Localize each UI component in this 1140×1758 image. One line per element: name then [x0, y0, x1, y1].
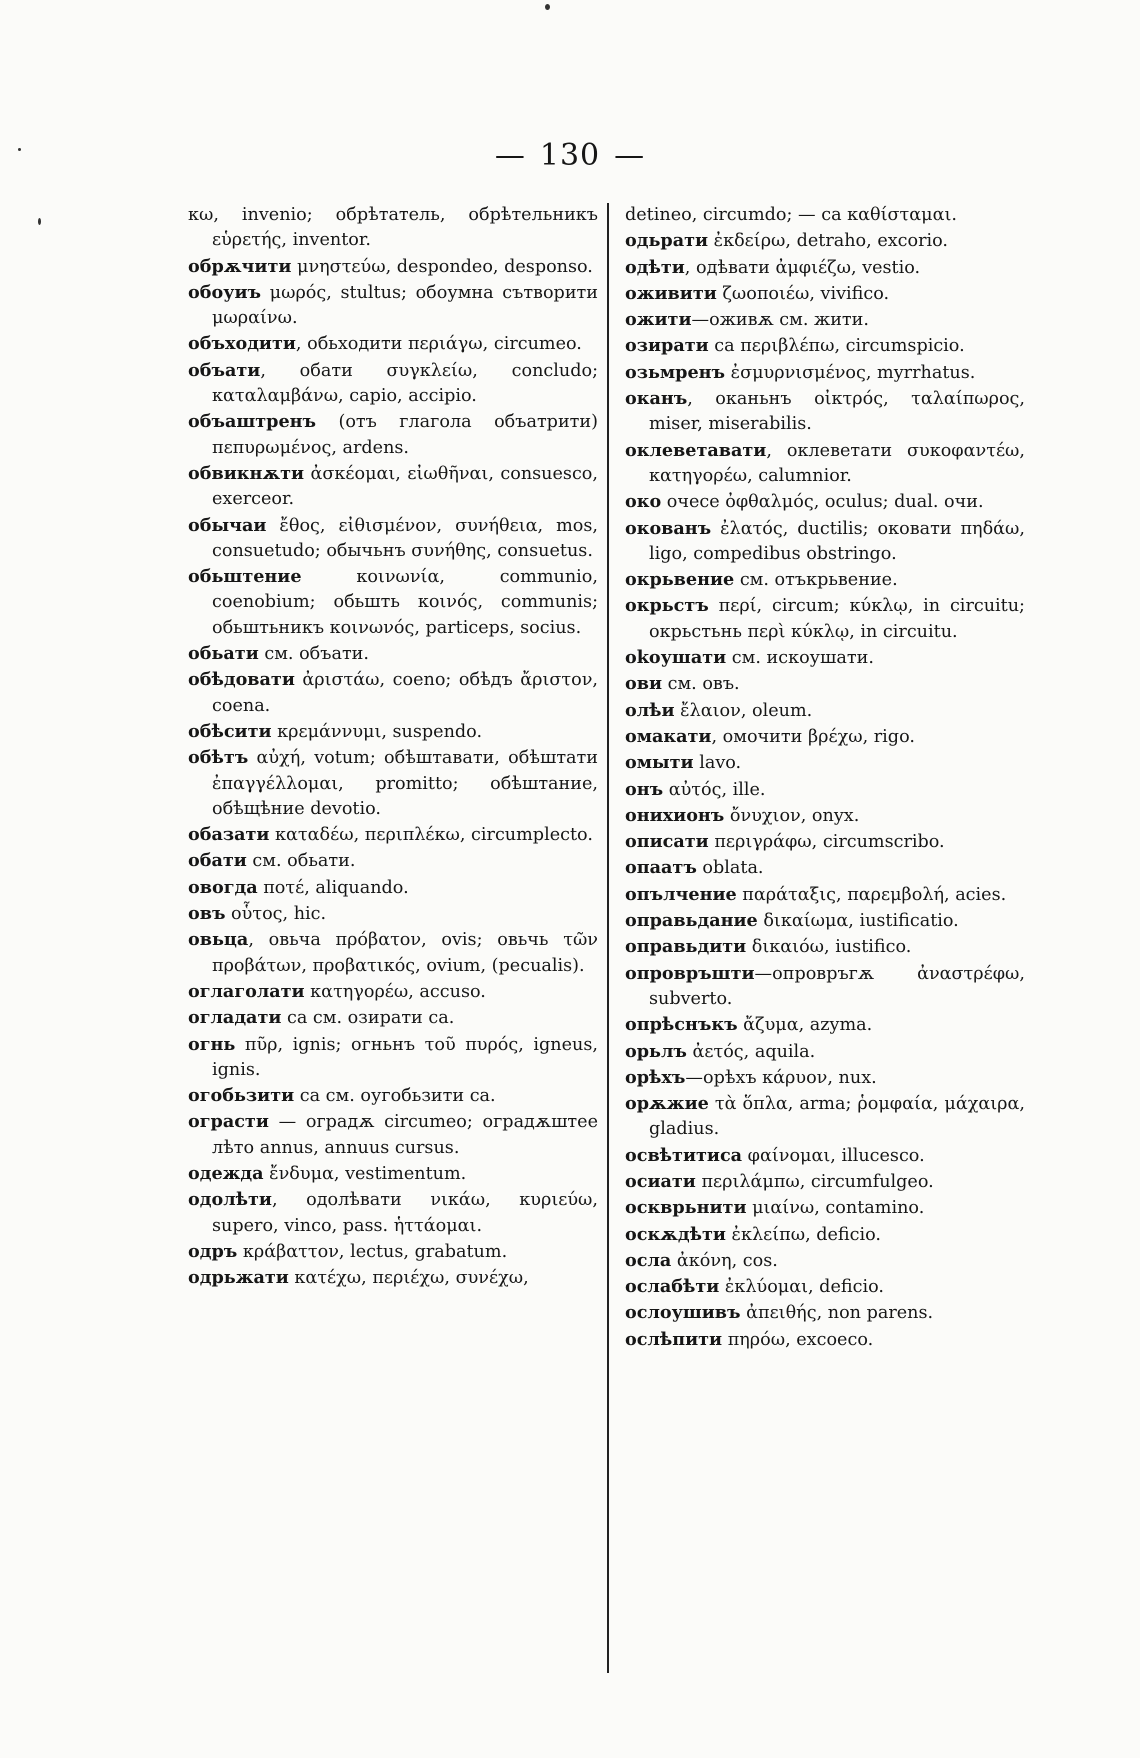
entry-headword: обьати: [188, 643, 259, 665]
dictionary-entry: [188, 1083, 598, 1109]
page-number-value: 130: [539, 138, 601, 173]
entry-headword: оправьдити: [625, 936, 747, 958]
entry-definition: ἄζυμα, azyma.: [737, 1015, 873, 1036]
entry-definition: αὐτός, ille.: [663, 779, 766, 800]
page-number: [0, 138, 1140, 173]
entry-headword: ови: [625, 673, 663, 695]
dictionary-entry: [188, 745, 598, 822]
entry-definition: τὰ ὅπλα, arma; ῥομφαία, μάχαιρα, gladius.: [649, 1094, 1025, 1140]
dictionary-entry: [625, 855, 1025, 881]
dictionary-entry: [188, 409, 598, 461]
entry-headword: оклеветавати: [625, 439, 767, 461]
dictionary-entry: [625, 1300, 1025, 1326]
dictionary-entry: [188, 254, 598, 280]
dictionary-entry: [625, 1222, 1025, 1248]
entry-definition: , одѣвати ἀμφιέζω, vestio.: [684, 257, 921, 278]
entry-definition: ἀετός, aquila.: [686, 1041, 816, 1062]
entry-headword: онъ: [625, 778, 664, 800]
dictionary-entry: [625, 750, 1025, 776]
entry-definition: ἀπειθής, non parens.: [740, 1303, 934, 1324]
entry-headword: оглаголати: [188, 980, 305, 1002]
entry-headword: опровръшти: [625, 962, 755, 984]
entry-headword: одежда: [188, 1162, 264, 1184]
entry-headword: объати: [188, 359, 261, 381]
entry-definition: δικαιόω, iustifico.: [746, 937, 912, 958]
entry-definition: , оклеветати συκοφαντέω, κατηγορέω, calumnior.: [649, 440, 1025, 486]
entry-headword: обѣдовати: [188, 669, 295, 691]
dictionary-entry: [188, 641, 598, 667]
entry-headword: освѣтитиса: [625, 1144, 743, 1166]
entry-definition: см. овъ.: [662, 674, 740, 695]
dictionary-entry: [188, 667, 598, 719]
dictionary-entry: [625, 567, 1025, 593]
dictionary-entry: [625, 1143, 1025, 1169]
entry-definition: са см. озирати са.: [281, 1008, 455, 1029]
entry-headword: озьмренъ: [625, 361, 726, 383]
entry-definition: κατηγορέω, accuso.: [304, 981, 486, 1002]
entry-headword: одолѣти: [188, 1189, 272, 1211]
entry-definition: αὐχή, votum; обѣштавати, обѣштати ἐπαγγέλλομαι, promitto; обѣштание, обѣщѣние devotio.: [212, 748, 598, 819]
entry-headword: одѣти: [625, 256, 685, 278]
entry-definition: , омочити βρέχω, rigo.: [711, 726, 915, 747]
dictionary-entry: [625, 724, 1025, 750]
dictionary-entry: [625, 908, 1025, 934]
entry-headword: оканъ: [625, 388, 688, 410]
dictionary-entry: [625, 829, 1025, 855]
dictionary-entry: [188, 1187, 598, 1239]
entry-headword: обрѫчити: [188, 255, 292, 277]
entry-headword: огнь: [188, 1033, 236, 1055]
entry-headword: овогда: [188, 876, 258, 898]
entry-definition: μιαίνω, contamino.: [746, 1198, 925, 1219]
entry-definition: , обьходити περιάγω, circumeo.: [295, 334, 582, 355]
entry-headword: ограсти: [188, 1111, 269, 1133]
entry-definition: ποτέ, aliquando.: [257, 877, 409, 898]
entry-headword: орѣхъ: [625, 1066, 686, 1088]
entry-headword: орѫжие: [625, 1093, 709, 1115]
dictionary-entry: [625, 360, 1025, 386]
entry-headword: объаштренъ: [188, 411, 317, 433]
entry-definition: очесе ὀφθαλμός, oculus; dual. очи.: [661, 492, 984, 513]
entry-definition: см. обьати.: [246, 851, 356, 872]
page-number-dash-right: —: [614, 138, 646, 173]
entry-headword: олѣи: [625, 699, 675, 721]
dictionary-entry: [625, 1195, 1025, 1221]
entry-definition: lavo.: [693, 753, 742, 774]
dictionary-entry: [625, 1091, 1025, 1143]
dictionary-entry: [625, 698, 1025, 724]
entry-headword: опаатъ: [625, 857, 697, 879]
print-speck: [18, 148, 21, 151]
entry-headword: одръ: [188, 1240, 238, 1262]
entry-headword: осла: [625, 1249, 672, 1271]
entry-headword: омыти: [625, 752, 694, 774]
entry-definition: κοινωνία, communio, coenobium; обьшть κοινός, communis; обьштьникъ κοινωνός, particeps, socius.: [212, 567, 598, 638]
entry-definition: , одолѣвати νικάω, κυριεύω, supero, vinco, pass. ἡττάομαι.: [212, 1190, 598, 1236]
entry-definition: ἐκλείπω, deficio.: [725, 1224, 882, 1245]
dictionary-entry: [625, 255, 1025, 281]
dictionary-entry: [625, 1248, 1025, 1274]
entry-headword: ослоушивъ: [625, 1302, 741, 1324]
dictionary-entry: [625, 1274, 1025, 1300]
entry-definition: ἔλαιον, oleum.: [674, 700, 813, 721]
entry-definition: πηρόω, excoeco.: [722, 1329, 874, 1350]
entry-headword: одьрати: [625, 230, 709, 252]
entry-definition: —опровръгѫ ἀναστρέφω, subverto.: [649, 963, 1025, 1009]
dictionary-entry: [625, 777, 1025, 803]
dictionary-entry: [625, 882, 1025, 908]
dictionary-entry: [625, 1327, 1025, 1353]
entry-definition: ἔνδυμα, vestimentum.: [263, 1163, 467, 1184]
entry-headword: ослабѣти: [625, 1276, 720, 1298]
dictionary-entry: [188, 358, 598, 410]
column-divider: [607, 203, 609, 1673]
dictionary-entry: [188, 280, 598, 332]
entry-headword: огладати: [188, 1007, 282, 1029]
entry-definition: —оживѫ см. жити.: [691, 310, 869, 331]
entry-headword: око: [625, 491, 662, 513]
entry-headword: осиати: [625, 1170, 696, 1192]
entry-headword: омакати: [625, 725, 712, 747]
dictionary-entry: [625, 803, 1025, 829]
entry-headword: онихионъ: [625, 804, 725, 826]
dictionary-entry: [625, 386, 1025, 438]
entry-definition: οὗτος, hic.: [225, 904, 327, 925]
entry-definition: μνηστεύω, despondeo, desponso.: [291, 256, 593, 277]
entry-definition: ἐσμυρνισμένος, myrrhatus.: [725, 362, 976, 383]
print-speck: [545, 4, 550, 10]
entry-definition: , овьча πρόβατον, ovis; овьчь τῶν προβάτων, προβατικός, ovium, (pecualis).: [212, 930, 598, 976]
entry-definition: παράταξις, παρεμβολή, acies.: [736, 884, 1007, 905]
entry-headword: объходити: [188, 333, 296, 355]
entry-definition: — оградѫ circumeo; оградѫштее лѣто annus, annuus cursus.: [212, 1112, 598, 1158]
entry-headword: орьлъ: [625, 1040, 687, 1062]
dictionary-entry: [625, 961, 1025, 1013]
entry-definition: περιγράφω, circumscribo.: [708, 832, 945, 853]
entry-definition: ζωοποιέω, vivifico.: [716, 283, 890, 304]
dictionary-entry: [625, 516, 1025, 568]
entry-headword: обѣтъ: [188, 747, 249, 769]
dictionary-entry: [625, 438, 1025, 490]
entry-definition: κρεμάννυμι, suspendo.: [271, 721, 483, 742]
dictionary-entry: [188, 822, 598, 848]
entry-headword: огобьзити: [188, 1085, 295, 1107]
dictionary-entry: [188, 901, 598, 927]
entry-headword: овъ: [188, 903, 226, 925]
dictionary-entry: [188, 331, 598, 357]
entry-headword: обати: [188, 850, 247, 872]
entry-headword: обычаи: [188, 514, 267, 536]
entry-headword: одрьжати: [188, 1267, 289, 1289]
entry-headword: оправьдание: [625, 910, 758, 932]
entry-definition: , оканьнъ οἰκτρός, ταλαίπωρος, miser, miserabilis.: [649, 389, 1025, 435]
entry-headword: оскврьнити: [625, 1197, 747, 1219]
entry-definition: μωρός, stultus; обоумна сътворити μωραίνω.: [212, 282, 598, 329]
dictionary-entry: [188, 979, 598, 1005]
dictionary-entry: [188, 203, 598, 254]
dictionary-entry: [188, 461, 598, 513]
print-speck: [38, 218, 41, 225]
entry-headword: окрьстъ: [625, 595, 709, 617]
entry-headword: ослѣпити: [625, 1328, 723, 1350]
right-column: [625, 203, 1025, 1353]
entry-definition: καταδέω, περιπλέκω, circumplecto.: [269, 825, 593, 846]
entry-headword: окованъ: [625, 517, 712, 539]
dictionary-entry: [188, 513, 598, 565]
entry-definition: detineo, circumdo; — са καθίσταμαι.: [625, 205, 957, 225]
entry-definition: см. объати.: [258, 644, 370, 665]
entry-definition: са см. оугобьзити са.: [294, 1086, 496, 1107]
dictionary-entry: [188, 875, 598, 901]
entry-headword: обазати: [188, 824, 270, 846]
dictionary-entry: [188, 1265, 598, 1291]
entry-definition: —орѣхъ κάρυον, nux.: [685, 1067, 877, 1088]
entry-definition: , обати συγκλείω, concludo; καταλαμβάνω, capio, accipio.: [212, 360, 598, 407]
dictionary-entry: [188, 1032, 598, 1084]
entry-definition: ὄνυχιον, onyx.: [724, 805, 860, 826]
entry-definition: см. искоушати.: [726, 648, 874, 669]
entry-definition: ἀκόνη, cos.: [671, 1250, 778, 1271]
entry-definition: (отъ глагола объатрити) πεπυρωμένος, ardens.: [212, 412, 598, 458]
entry-definition: ἐκλύομαι, deficio.: [719, 1277, 884, 1298]
entry-headword: оkоушати: [625, 647, 727, 669]
left-column: [188, 203, 598, 1291]
dictionary-entry: [188, 1161, 598, 1187]
entry-definition: см. отъкрьвение.: [734, 570, 898, 591]
entry-definition: περί, circum; κύκλῳ, in circuitu; окрьстьнь περὶ κύκλῳ, in circuitu.: [649, 596, 1025, 642]
entry-definition: ἐκδείρω, detraho, excorio.: [708, 231, 949, 252]
entry-definition: πῦρ, ignis; огньнъ τοῦ πυρός, igneus, ignis.: [212, 1034, 598, 1080]
dictionary-entry: [625, 281, 1025, 307]
dictionary-entry: [625, 1039, 1025, 1065]
entry-definition: ἐλατός, ductilis; оковати πηδάω, ligo, compedibus obstringo.: [649, 518, 1025, 564]
dictionary-entry: [188, 848, 598, 874]
dictionary-entry: [625, 228, 1025, 254]
entry-definition: κατέχω, περιέχω, συνέχω,: [288, 1268, 529, 1289]
dictionary-entry: [625, 671, 1025, 697]
dictionary-entry: [188, 1109, 598, 1161]
entry-headword: обвикнѫти: [188, 462, 305, 484]
dictionary-entry: [625, 1169, 1025, 1195]
dictionary-entry: [188, 927, 598, 979]
dictionary-entry: [625, 489, 1025, 515]
dictionary-entry: [625, 934, 1025, 960]
dictionary-entry: [625, 333, 1025, 359]
dictionary-entry: [625, 645, 1025, 671]
entry-definition: κράβαττον, lectus, grabatum.: [237, 1241, 508, 1262]
dictionary-entry: [188, 719, 598, 745]
entry-definition: oblata.: [696, 858, 764, 879]
entry-headword: обьштение: [188, 566, 302, 588]
entry-definition: ἔθος, εἰθισμένον, συνήθεια, mos, consuetudo; обычьнъ συνήθης, consuetus.: [212, 515, 598, 561]
entry-definition: περιλάμπω, circumfulgeo.: [695, 1171, 934, 1192]
entry-headword: обоуиъ: [188, 281, 262, 303]
entry-headword: овьца: [188, 929, 249, 951]
entry-definition: кω, invenio; обрѣтатель, обрѣтельникъ εὑρετής, inventor.: [188, 205, 598, 251]
dictionary-entry: [188, 564, 598, 641]
entry-headword: оживити: [625, 282, 717, 304]
entry-headword: оскѫдѣти: [625, 1223, 726, 1245]
entry-definition: са περιβλέπω, circumspicio.: [708, 336, 965, 357]
dictionary-entry: [188, 1005, 598, 1031]
dictionary-entry: [625, 1065, 1025, 1091]
entry-definition: ἀριστάω, coeno; обѣдъ ἄριστον, coena.: [212, 670, 598, 716]
entry-headword: описати: [625, 831, 709, 853]
dictionary-entry: [625, 203, 1025, 228]
dictionary-entry: [188, 1239, 598, 1265]
entry-definition: ἀσκέομαι, εἰωθῆναι, consuesco, exerceor.: [212, 463, 598, 510]
dictionary-entry: [625, 1012, 1025, 1038]
dictionary-entry: [625, 593, 1025, 645]
entry-definition: δικαίωμα, iustificatio.: [757, 911, 959, 932]
entry-headword: окрьвение: [625, 569, 735, 591]
entry-headword: озирати: [625, 335, 709, 357]
page-number-dash-left: —: [494, 138, 526, 173]
entry-headword: опълчение: [625, 883, 737, 905]
dictionary-entry: [625, 307, 1025, 333]
entry-headword: ожити: [625, 309, 692, 331]
entry-headword: обѣсити: [188, 720, 272, 742]
entry-definition: φαίνομαι, illucesco.: [742, 1145, 925, 1166]
entry-headword: опрѣснъкъ: [625, 1014, 738, 1036]
